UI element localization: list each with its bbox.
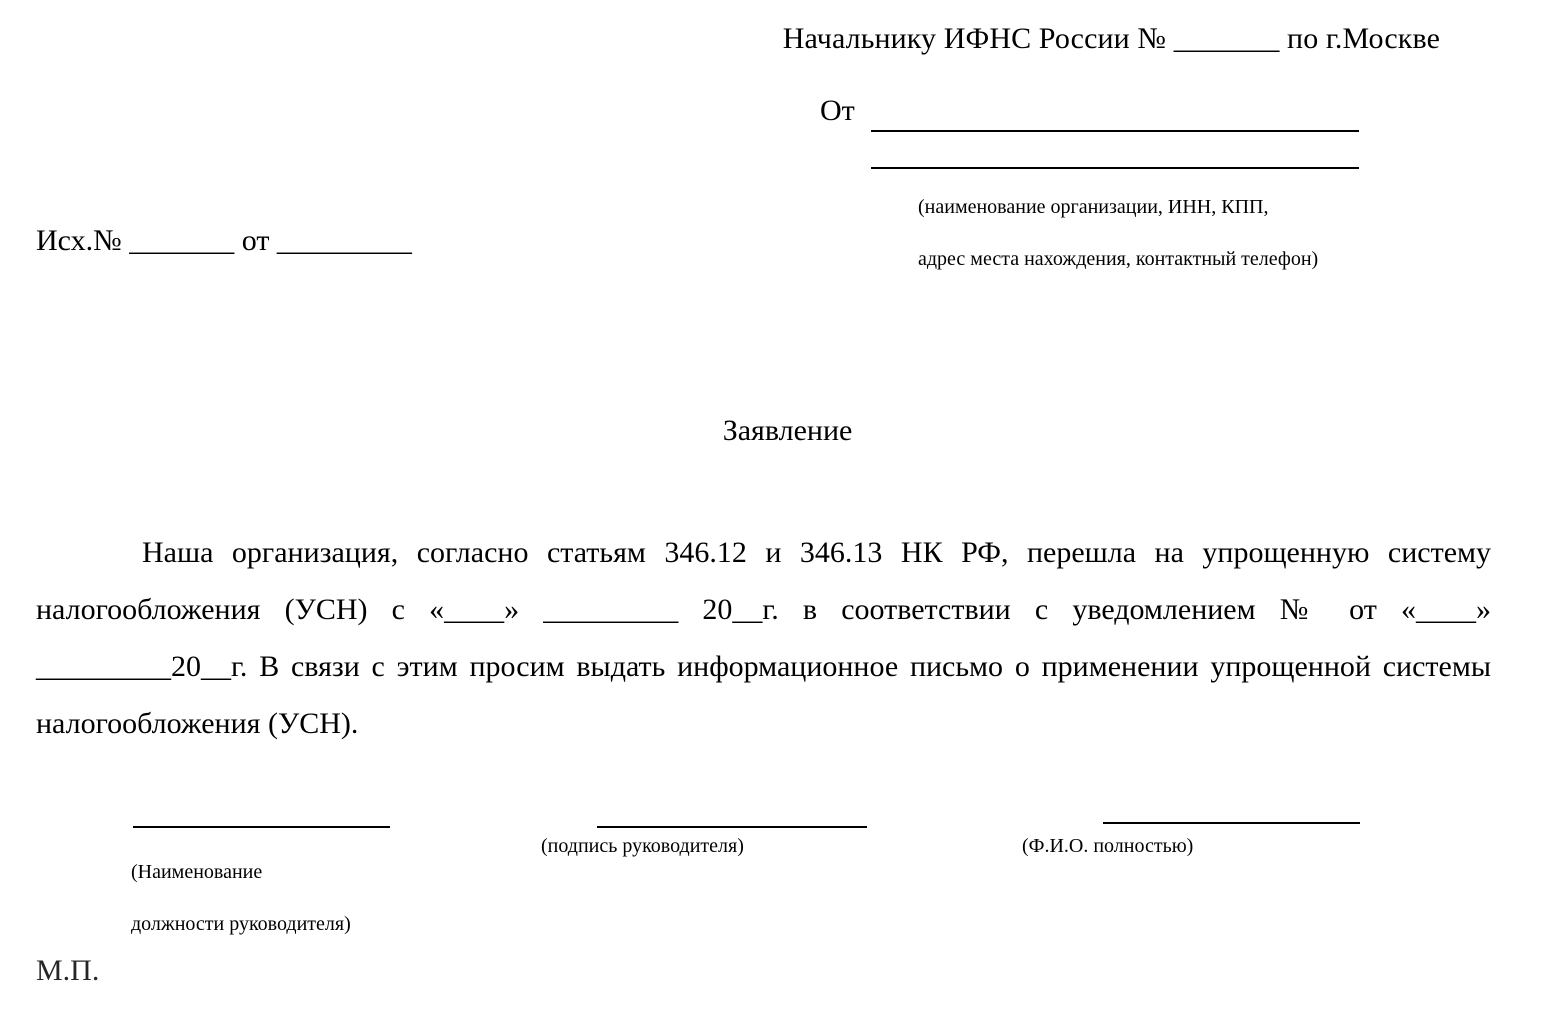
signature-caption-position — [131, 833, 461, 963]
signature-rule-sign — [597, 826, 867, 828]
organization-caption-line-2: адрес места нахождения, контактный телефон) — [918, 248, 1319, 270]
from-label: От — [820, 94, 855, 127]
signature-caption-sign: (подпись руководителя) — [541, 835, 744, 857]
signature-caption-position-line-2: должности руководителя) — [131, 913, 351, 935]
addressee-line: Начальнику ИФНС России № _______ по г.Москве — [782, 22, 1440, 55]
signature-rule-position — [133, 826, 390, 828]
document-title: Заявление — [722, 414, 853, 447]
organization-caption-line-1: (наименование организации, ИНН, КПП, — [918, 196, 1269, 218]
stamp-placeholder: М.П. — [36, 954, 100, 987]
body-paragraph — [36, 524, 1491, 752]
signature-caption-position-line-1: (Наименование — [131, 861, 263, 883]
from-blank-line-1 — [871, 130, 1359, 132]
organization-caption — [918, 168, 1318, 298]
signature-rule-fullname — [1103, 822, 1360, 824]
outgoing-number-line: Исх.№ _______ от _________ — [36, 224, 412, 257]
body-text: Наша организация, согласно статьям 346.12 и 346.13 НК РФ, перешла на упрощенную систему налогообложения (УСН) с «____» _________ 20__г. в соответствии с уведомлением № от «____» _________20__г. В связи с этим просим выдать информационное письмо о применении упрощенной системы налогообложения (УСН). — [36, 536, 1491, 740]
signature-caption-fullname: (Ф.И.О. полностью) — [1022, 835, 1194, 857]
